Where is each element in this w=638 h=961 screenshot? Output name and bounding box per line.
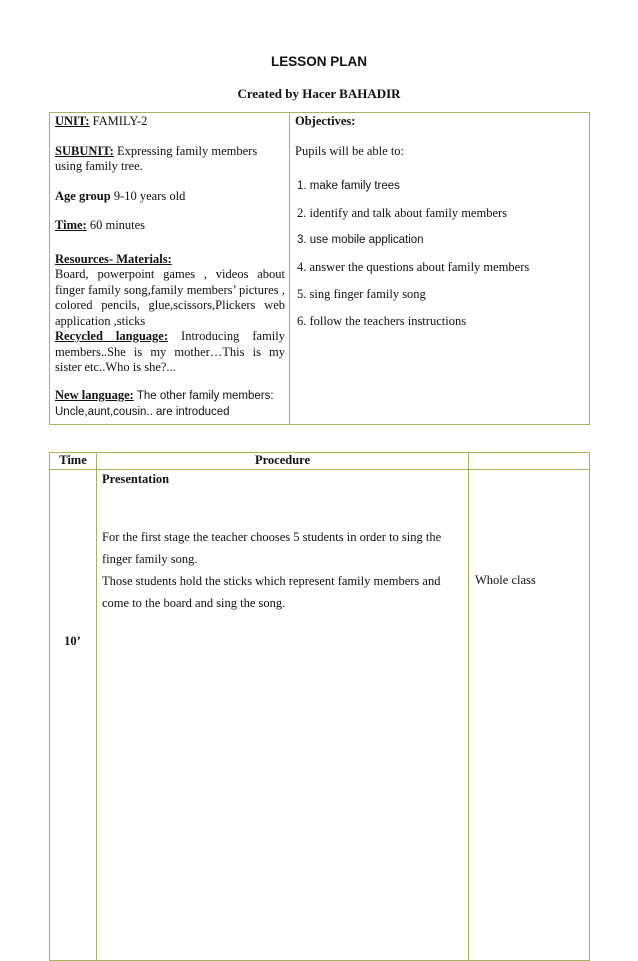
grouping-header	[469, 453, 590, 470]
procedure-line: come to the board and sing the song.	[102, 596, 286, 610]
new-language-label: New language:	[55, 387, 134, 402]
objective-item: 3. use mobile application	[297, 234, 424, 246]
objective-item: 6. follow the teachers instructions	[297, 314, 467, 328]
time-line	[55, 218, 285, 234]
objective-item: 5. sing finger family song	[297, 287, 426, 301]
unit-label: UNIT:	[55, 114, 90, 128]
procedure-header-row	[50, 453, 590, 470]
age-value: 9-10 years old	[110, 188, 186, 203]
procedure-line: For the first stage the teacher chooses 5 students in order to sing the	[102, 530, 442, 544]
subunit-value: Expressing family members using family tree.	[55, 143, 258, 173]
procedure-row	[50, 470, 590, 961]
unit-value: FAMILY-2	[89, 114, 148, 128]
recycled-label: Recycled language:	[55, 329, 169, 343]
lesson-details-cell	[50, 113, 290, 425]
objective-item: 2. identify and talk about family members	[297, 206, 508, 220]
procedure-table	[49, 452, 590, 961]
grouping-cell: Whole class	[469, 470, 590, 961]
new-language-value: The other family members: Uncle,aunt,cousin.. are introduced	[55, 389, 274, 418]
unit-line	[55, 114, 285, 130]
new-language-line	[55, 388, 285, 421]
resources-label: Resources- Materials:	[55, 251, 172, 266]
objectives-cell	[290, 113, 590, 425]
procedure-line: finger family song.	[102, 552, 198, 566]
lesson-info-table	[49, 112, 590, 425]
procedure-line: Those students hold the sticks which represent family members and	[102, 574, 441, 588]
procedure-header: Procedure	[97, 453, 469, 470]
objectives-list	[295, 179, 584, 329]
objectives-heading: Objectives:	[295, 114, 356, 128]
time-header: Time	[50, 453, 97, 470]
age-line	[55, 189, 285, 205]
subunit-label: SUBUNIT:	[55, 143, 114, 158]
author-line: Created by Hacer BAHADIR	[237, 86, 401, 101]
page-title: LESSON PLAN	[270, 54, 367, 69]
procedure-content-cell	[97, 470, 469, 961]
age-label: Age group	[55, 188, 111, 203]
recycled-line	[55, 329, 285, 376]
objective-item: 4. answer the questions about family members	[297, 260, 530, 274]
time-value: 60 minutes	[86, 218, 146, 232]
objectives-intro: Pupils will be able to:	[295, 143, 405, 158]
resources-value: Board, powerpoint games , videos about finger family song,family members’ pictures , colored pencils, glue,scissors,Plickers web application ,sticks	[55, 267, 285, 328]
time-value-cell: 10’	[50, 470, 97, 961]
objective-item: 1. make family trees	[297, 180, 400, 192]
stage-title: Presentation	[102, 472, 170, 486]
time-label: Time:	[55, 218, 87, 232]
recycled-value: Introducing family members..She is my mother…This is my sister etc..Who is she?...	[55, 329, 286, 374]
procedure-text	[102, 526, 462, 614]
subunit-line	[55, 144, 285, 175]
